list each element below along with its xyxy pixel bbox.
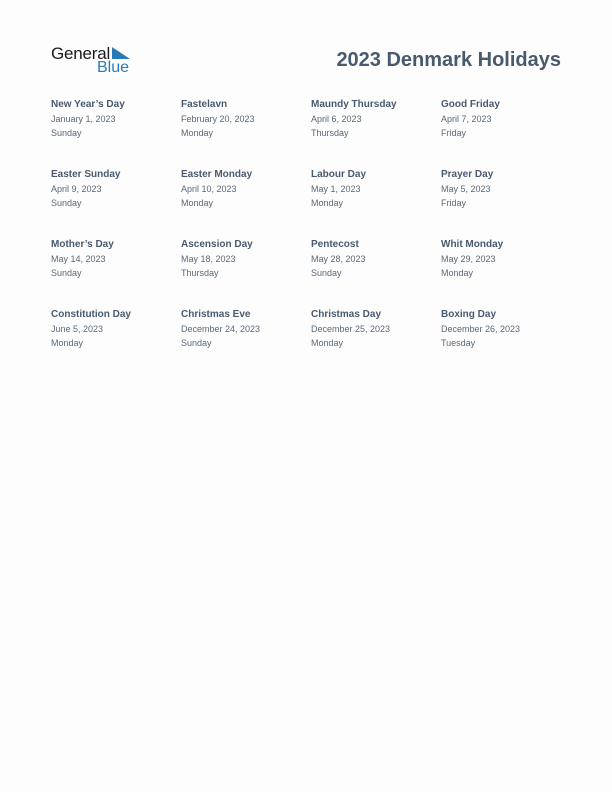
holiday-name: Christmas Day	[311, 309, 382, 320]
holiday-weekday: Monday	[181, 128, 214, 138]
holiday-weekday: Thursday	[181, 268, 219, 278]
holiday-name: Ascension Day	[181, 239, 253, 250]
holiday-date: April 6, 2023	[311, 114, 362, 124]
holiday-weekday: Monday	[311, 338, 344, 348]
holiday-entry	[441, 308, 571, 378]
holiday-weekday: Tuesday	[441, 338, 476, 348]
holiday-date: June 5, 2023	[51, 324, 104, 334]
holiday-name: Boxing Day	[441, 309, 497, 320]
holiday-date: December 26, 2023	[441, 324, 521, 334]
logo	[51, 44, 133, 78]
holiday-entry	[181, 308, 311, 378]
holiday-name: Constitution Day	[51, 309, 131, 320]
holiday-weekday: Monday	[51, 338, 84, 348]
holiday-name: Easter Sunday	[51, 169, 121, 180]
page-title: 2023 Denmark Holidays	[336, 49, 561, 71]
holiday-entry	[181, 238, 311, 308]
holiday-name: Christmas Eve	[181, 309, 251, 320]
holiday-name: Easter Monday	[181, 169, 253, 180]
holiday-entry	[311, 168, 441, 238]
holiday-entry	[51, 238, 181, 308]
holiday-date: April 7, 2023	[441, 114, 492, 124]
holiday-date: January 1, 2023	[51, 114, 116, 124]
holiday-weekday: Friday	[441, 198, 467, 208]
holiday-entry	[311, 238, 441, 308]
holiday-weekday: Sunday	[181, 338, 212, 348]
holiday-weekday: Sunday	[311, 268, 342, 278]
holiday-date: April 10, 2023	[181, 184, 237, 194]
holiday-date: April 9, 2023	[51, 184, 102, 194]
holiday-name: Mother’s Day	[51, 239, 114, 250]
holiday-weekday: Friday	[441, 128, 467, 138]
holiday-entry	[441, 98, 571, 168]
holiday-date: May 18, 2023	[181, 254, 236, 264]
holiday-date: May 5, 2023	[441, 184, 491, 194]
holiday-entry	[51, 308, 181, 378]
holiday-date: February 20, 2023	[181, 114, 255, 124]
holiday-entry	[311, 308, 441, 378]
holiday-entry	[441, 168, 571, 238]
holiday-name: Fastelavn	[181, 99, 228, 110]
holiday-entry	[181, 98, 311, 168]
holiday-weekday: Thursday	[311, 128, 349, 138]
holiday-date: May 14, 2023	[51, 254, 106, 264]
holiday-name: Prayer Day	[441, 169, 494, 180]
holiday-weekday: Monday	[181, 198, 214, 208]
holiday-entry	[51, 98, 181, 168]
holiday-grid	[51, 98, 571, 378]
holiday-entry	[441, 238, 571, 308]
holiday-name: Pentecost	[311, 239, 359, 250]
holiday-entry	[181, 168, 311, 238]
holiday-date: December 24, 2023	[181, 324, 261, 334]
holiday-weekday: Monday	[441, 268, 474, 278]
holiday-entry	[51, 168, 181, 238]
holiday-name: Whit Monday	[441, 239, 504, 250]
holiday-weekday: Sunday	[51, 128, 82, 138]
holiday-weekday: Monday	[311, 198, 344, 208]
logo-text-blue: Blue	[97, 59, 130, 76]
holiday-weekday: Sunday	[51, 198, 82, 208]
holiday-date: May 28, 2023	[311, 254, 366, 264]
holiday-date: May 1, 2023	[311, 184, 361, 194]
holiday-name: New Year’s Day	[51, 99, 125, 110]
holiday-name: Maundy Thursday	[311, 99, 397, 110]
holiday-name: Good Friday	[441, 99, 500, 110]
holiday-entry	[311, 98, 441, 168]
holiday-name: Labour Day	[311, 169, 367, 180]
logo-text-general: General	[51, 44, 111, 63]
holiday-weekday: Sunday	[51, 268, 82, 278]
holiday-date: December 25, 2023	[311, 324, 391, 334]
holiday-date: May 29, 2023	[441, 254, 496, 264]
